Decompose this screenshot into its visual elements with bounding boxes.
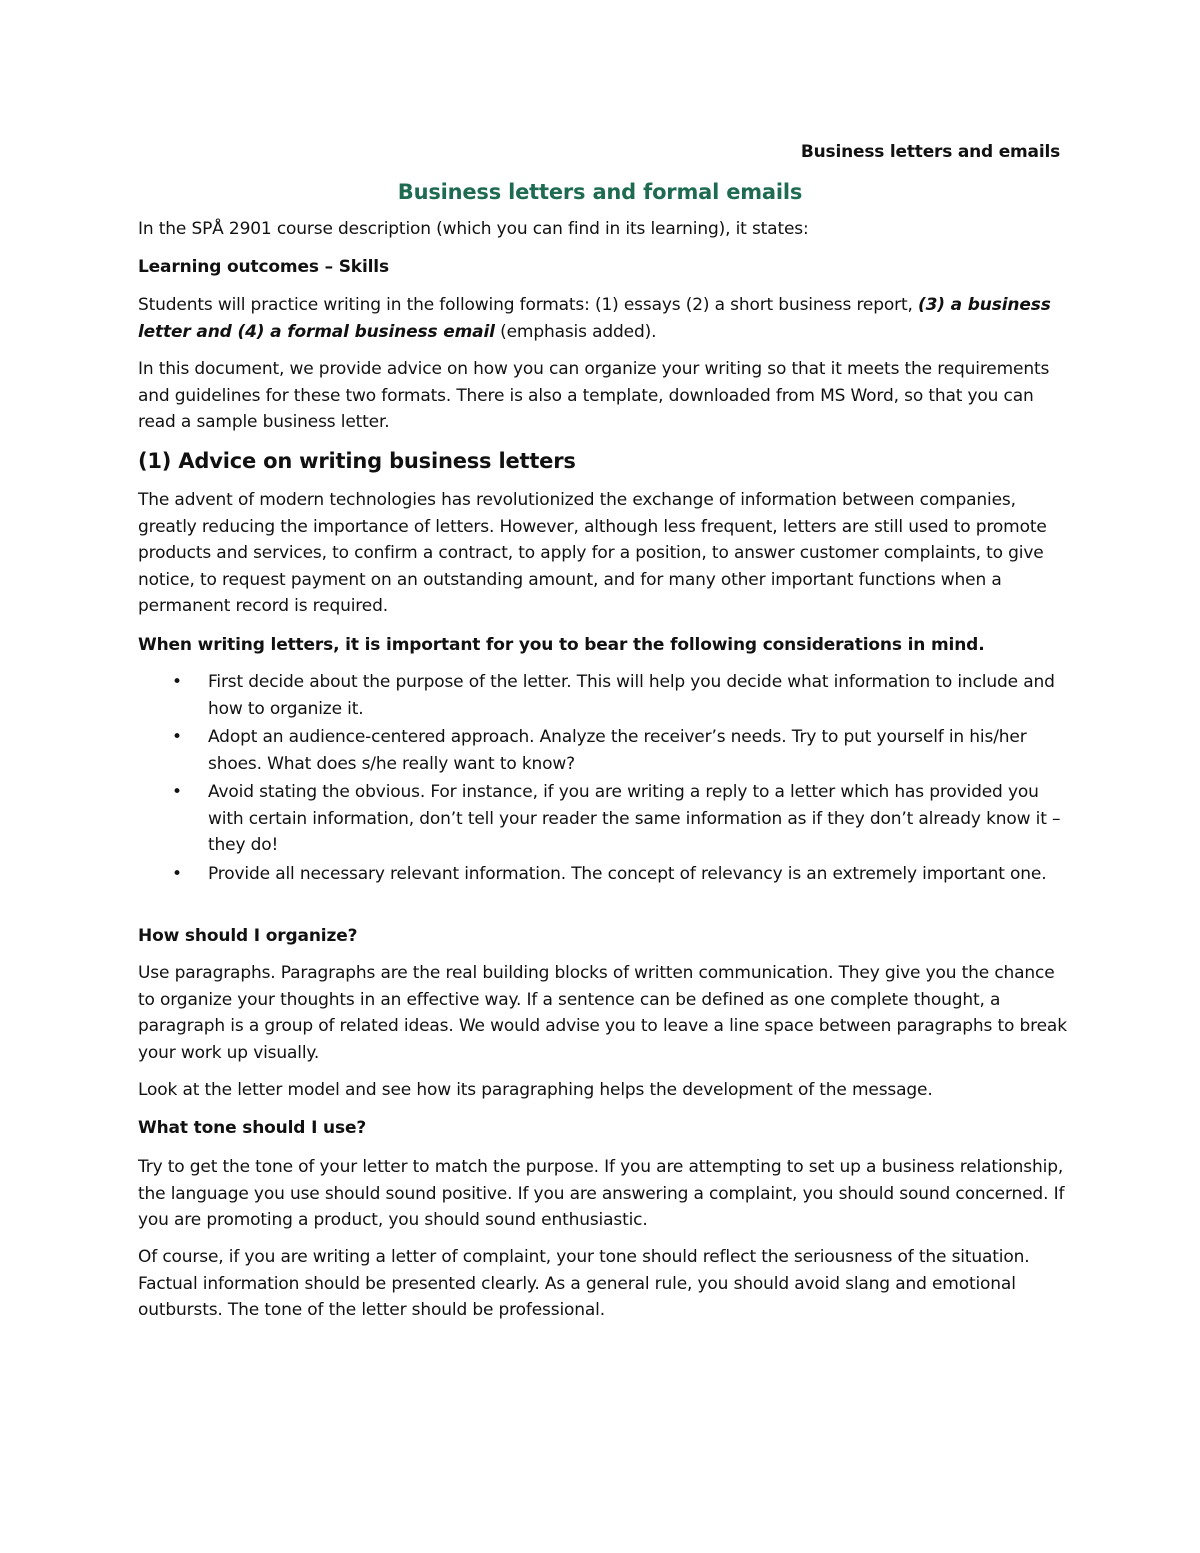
learning-outcomes-heading: Learning outcomes – Skills	[138, 257, 389, 277]
list-item-text: First decide about the purpose of the letter. This will help you decide what information to include and how to organize it.	[208, 672, 1055, 719]
bullet-icon: •	[172, 863, 182, 884]
outcomes-emphasis: (3) a business letter and (4) a formal business email	[138, 295, 1051, 342]
letter-model-paragraph: Look at the letter model and see how its paragraphing helps the development of the message.	[138, 1080, 933, 1100]
bullet-icon: •	[172, 672, 182, 692]
document-title: Business letters and formal emails	[397, 180, 803, 204]
list-item-text: Adopt an audience-centered approach. Analyze the receiver’s needs. Try to put yourself in his/her shoes. What does s/he really want to know?	[208, 727, 1027, 774]
outcomes-text-1: Students will practice writing in the following formats: (1) essays (2) a short business report,	[138, 295, 918, 315]
section-1-heading: (1) Advice on writing business letters	[138, 449, 576, 473]
tone-paragraph-2: Of course, if you are writing a letter of complaint, your tone should reflect the seriousness of the situation. Factual information should be presented clearly. As a general rule, you should avoid slang and emotional outbursts. The tone of the letter should be professional.	[138, 1247, 1030, 1320]
running-header: Business letters and emails	[800, 142, 1060, 162]
list-item	[138, 861, 1068, 888]
list-item	[138, 669, 1068, 722]
bullet-icon: •	[172, 782, 182, 802]
list-item-text: Avoid stating the obvious. For instance, if you are writing a reply to a letter which has provided you with certain information, don’t tell your reader the same information as if they don’t already know it – they do!	[208, 782, 1061, 855]
intro-paragraph: In the SPÅ 2901 course description (which you can find in its learning), it states:	[138, 219, 809, 239]
organize-paragraph: Use paragraphs. Paragraphs are the real building blocks of written communication. They give you the chance to organize your thoughts in an effective way. If a sentence can be defined as one complete thought, a paragraph is a group of related ideas. We would advise you to leave a line space between paragraphs to break your work up visually.	[138, 963, 1067, 1063]
list-item-text: Provide all necessary relevant information. The concept of relevancy is an extremely important one.	[208, 863, 1047, 884]
outcomes-text-2: (emphasis added).	[494, 321, 657, 342]
organize-heading: How should I organize?	[138, 926, 358, 946]
bullet-icon: •	[172, 727, 182, 747]
tone-paragraph-1: Try to get the tone of your letter to match the purpose. If you are attempting to set up a business relationship, the language you use should sound positive. If you are answering a complaint, you should sound concerned. If you are promoting a product, you should sound enthusiastic.	[138, 1157, 1065, 1230]
list-item	[138, 779, 1068, 859]
tone-heading: What tone should I use?	[138, 1118, 367, 1138]
list-item	[138, 724, 1068, 777]
advent-paragraph: The advent of modern technologies has revolutionized the exchange of information between companies, greatly reducing the importance of letters. However, although less frequent, letters are still used to promote products and services, to confirm a contract, to apply for a position, to answer customer complaints, to give notice, to request payment on an outstanding amount, and for many other important functions when a permanent record is required.	[138, 490, 1047, 616]
considerations-heading: When writing letters, it is important for you to bear the following considerations in mind.	[138, 635, 985, 655]
outcomes-paragraph	[138, 292, 1068, 345]
document-intro-paragraph: In this document, we provide advice on how you can organize your writing so that it meets the requirements and guidelines for these two formats. There is also a template, downloaded from MS Word, so that you can read a sample business letter.	[138, 359, 1050, 432]
considerations-list	[138, 669, 1068, 889]
